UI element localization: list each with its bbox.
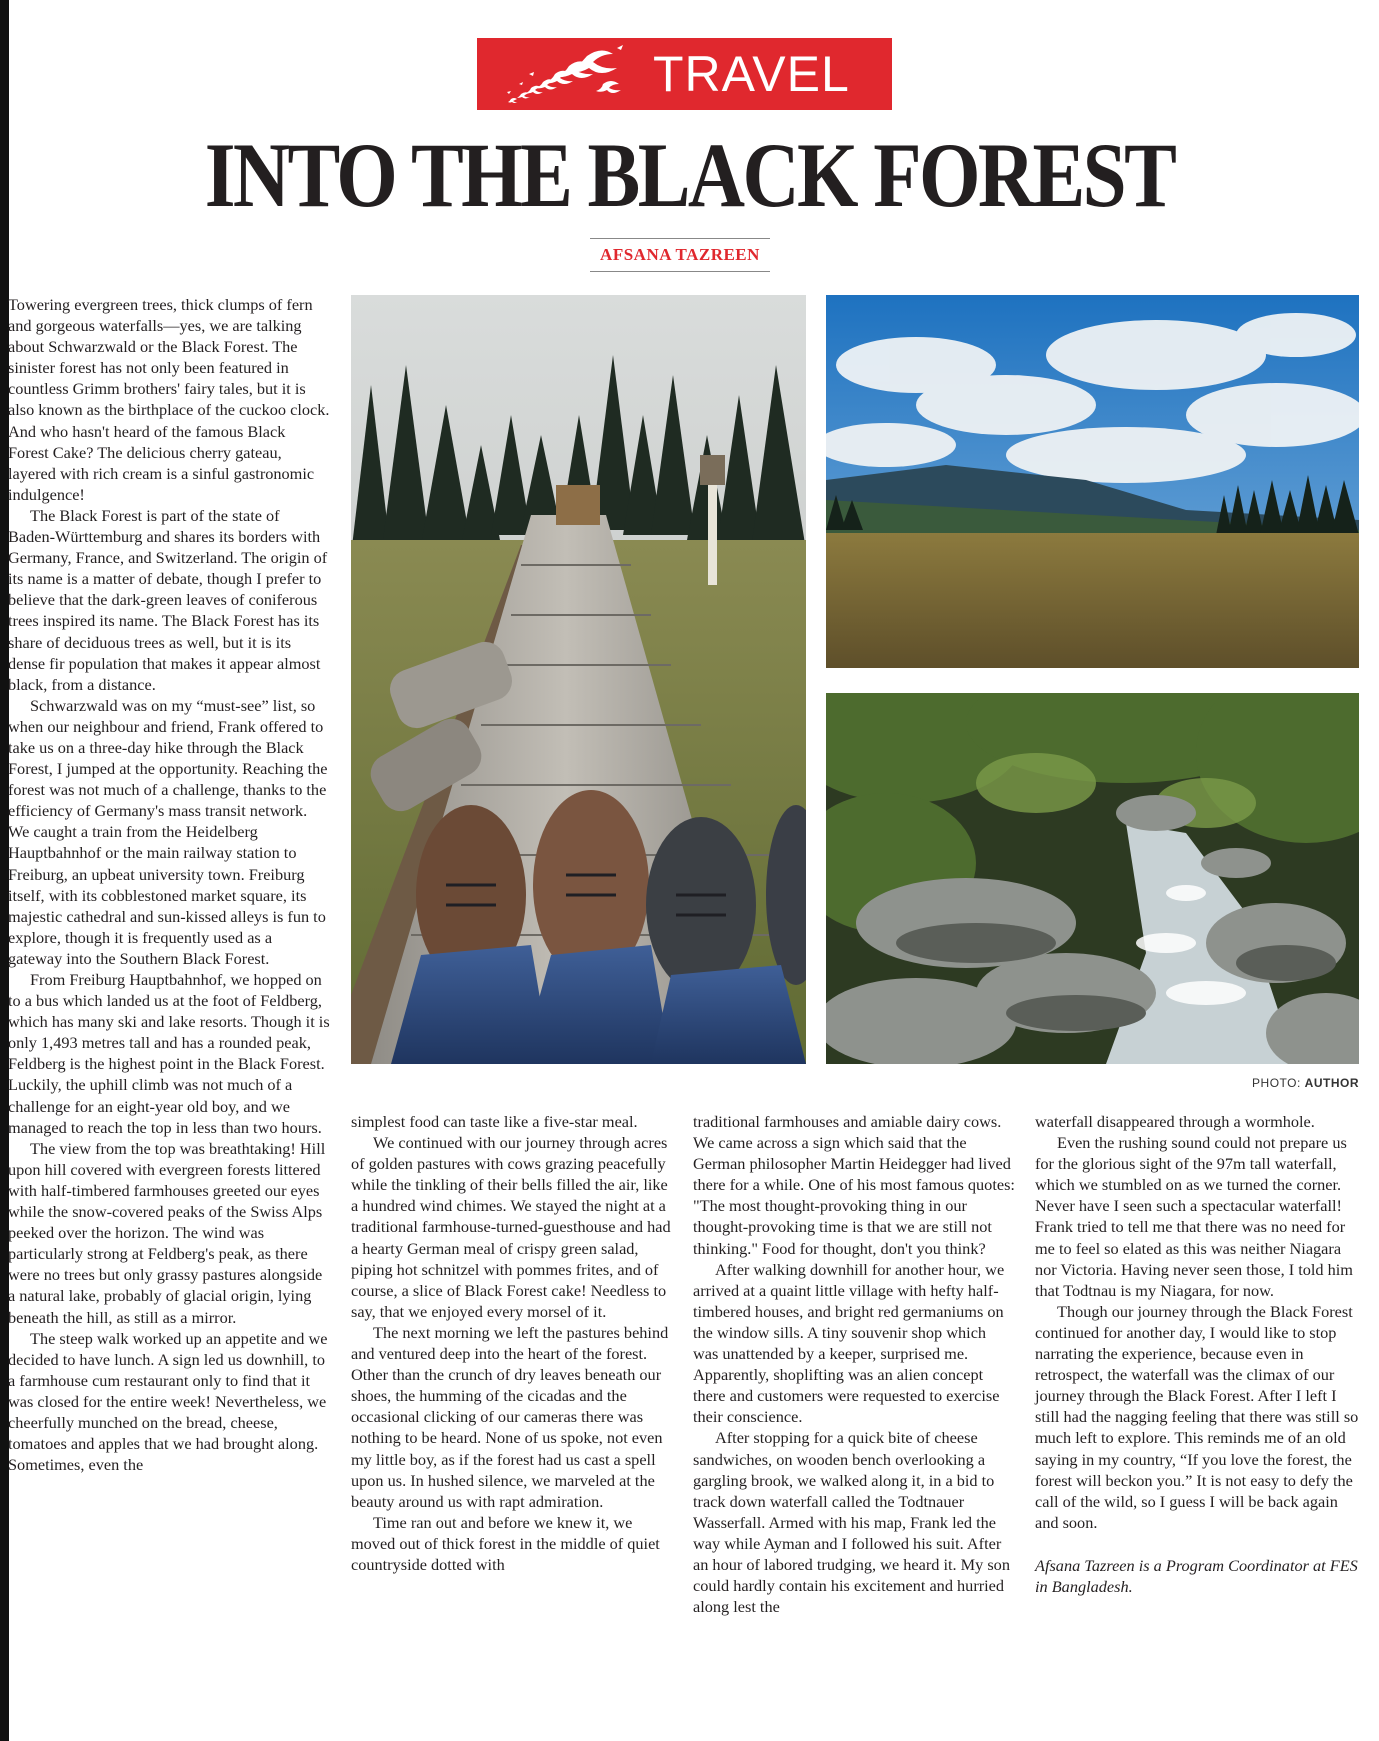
paragraph: Even the rushing sound could not prepare us for the glorious sight of the 97m tall waterfall, which we stumbled on as we turned the corner. Never have I seen such a spectacular waterfall! Frank tried to tell me that there was no need for me to feel so elated as this was neither Niagara nor Victoria. Having never seen those, I told him that Todtnau is my Niagara, for now. — [1035, 1133, 1353, 1300]
paragraph: The next morning we left the pastures behind and ventured deep into the heart of the forest. Other than the crunch of dry leaves beneath our shoes, the humming of the cicadas and the occasional clicking of our cameras there was nothing to be heard. None of us spoke, not even my little boy, as if the forest had us cast a spell upon us. In hushed silence, we marveled at the beauty around us with rapt admiration. — [351, 1322, 669, 1511]
paragraph: After stopping for a quick bite of cheese sandwiches, on wooden bench overlooking a gargling brook, we walked along it, in a bid to track down waterfall called the Todtnauer Wasserfall. Armed with his map, Frank led the way while Ayman and I followed his suit. After an hour of labored trudging, we heard it. My son could hardly contain his excitement and hurried along lest the — [693, 1428, 1010, 1617]
paragraph: traditional farmhouses and amiable dairy cows. We came across a sign which said that the German philosopher Martin Heidegger had lived there for a while. One of his most famous quotes: "The most thought-provoking thing in our thought-provoking time is that we are still not thinking." Food for thought, don't you think? — [693, 1112, 1015, 1258]
paragraph: Though our journey through the Black Forest continued for another day, I would like to stop narrating the experience, because even in retrospect, the waterfall was the climax of our journey through the Black Forest. After I left I still had the nagging feeling that there was still so much left to explore. This reminds me of an old saying in my country, “If you love the forest, the forest will beckon you.” It is not easy to defy the call of the wild, so I guess I will be back again and soon. — [1035, 1301, 1359, 1532]
meadow-sky-photo — [826, 295, 1359, 668]
photo-brook — [826, 693, 1359, 1064]
paragraph: simplest food can taste like a five-star meal. — [351, 1112, 638, 1131]
photo-meadow — [826, 295, 1359, 668]
column-4 — [1035, 1111, 1360, 1597]
byline: AFSANA TAZREEN — [590, 238, 770, 272]
column-2 — [351, 1111, 673, 1575]
paragraph: waterfall disappeared through a wormhole. — [1035, 1112, 1315, 1131]
birds-icon — [499, 44, 649, 108]
paragraph: After walking downhill for another hour, we arrived at a quaint little village with hefty half-timbered houses, and bright red germaniums on the window sills. A tiny souvenir shop which was unattended by a keeper, surprised me. Apparently, shoplifting was an alien concept there and customers were requested to exercise their conscience. — [693, 1259, 1005, 1427]
paragraph: Towering evergreen trees, thick clumps of fern and gorgeous waterfalls—yes, we are talking about Schwarzwald or the Black Forest. The sinister forest has not only been featured in countless Grimm brothers' fairy tales, but it is also known as the birthplace of the cuckoo clock. And who hasn't heard of the famous Black Forest Cake? The delicious cherry gateau, layered with rich cream is a sinful gastronomic indulgence! — [8, 295, 330, 504]
boardwalk-feet-photo — [351, 295, 806, 1064]
credit-label: PHOTO: — [1252, 1076, 1301, 1090]
column-1 — [8, 294, 330, 1475]
paragraph: The steep walk worked up an appetite and we decided to have lunch. A sign led us downhill, to a farmhouse cum restaurant only to find that it was closed for the entire week! Nevertheless, we cheerfully munched on the bread, cheese, tomatoes and apples that we had brought along. Sometimes, even the — [8, 1328, 328, 1475]
photo-boardwalk — [351, 295, 806, 1064]
paragraph: From Freiburg Hauptbahnhof, we hopped on to a bus which landed us at the foot of Feldberg, which has many ski and lake resorts. Though it is only 1,493 metres tall and has a rounded peak, Feldberg is the highest point in the Black Forest. Luckily, the uphill climb was not much of a challenge for an eight-year old boy, and we managed to reach the top in less than two hours. — [8, 970, 330, 1137]
section-label: TRAVEL — [653, 46, 850, 102]
paragraph: The view from the top was breathtaking! Hill upon hill covered with evergreen forests littered with half-timbered farmhouses greeted our eyes while the snow-covered peaks of the Swiss Alps peeked over the horizon. The wind was particularly strong at Feldberg's peak, as there were no trees but only grassy pastures alongside a natural lake, probably of glacial origin, lying beneath the hill, as still as a mirror. — [8, 1138, 326, 1327]
headline: INTO THE BLACK FOREST — [204, 124, 1175, 226]
credit-name: AUTHOR — [1304, 1076, 1359, 1090]
paragraph: Time ran out and before we knew it, we moved out of thick forest in the middle of quiet countryside dotted with — [351, 1512, 660, 1574]
column-3 — [693, 1111, 1015, 1617]
paragraph: Schwarzwald was on my “must-see” list, so when our neighbour and friend, Frank offered to take us on a three-day hike through the Black Forest, I jumped at the opportunity. Reaching the forest was not much of a challenge, thanks to the efficiency of Germany's mass transit network. We caught a train from the Heidelberg Hauptbahnhof or the main railway station to Freiburg, an upbeat university town. Freiburg itself, with its cobblestoned market square, its majestic cathedral and sun-kissed alleys is fun to explore, though it is frequently used as a gateway into the Southern Black Forest. — [8, 695, 328, 968]
paragraph: The Black Forest is part of the state of Baden-Württemburg and shares its borders with Germany, France, and Switzerland. The origin of its name is a matter of debate, though I prefer to believe that the dark-green leaves of coniferous trees inspired its name. The Black Forest has its share of deciduous trees as well, but it is its dense fir population that makes it appear almost black, from a distance. — [8, 505, 328, 694]
paragraph: We continued with our journey through acres of golden pastures with cows grazing peacefully while the tinkling of their bells filled the air, like a hundred wind chimes. We stayed the night at a traditional farmhouse-turned-guesthouse and had a hearty German meal of crispy green salad, piping hot schnitzel with pommes frites, and of course, a slice of Black Forest cake! Needless to say, that we enjoyed every morsel of it. — [351, 1133, 671, 1321]
photo-credit — [1252, 1076, 1359, 1090]
author-tagline: Afsana Tazreen is a Program Coordinator at FES in Bangladesh. — [1035, 1555, 1358, 1596]
section-banner — [477, 38, 892, 110]
forest-brook-photo — [826, 693, 1359, 1064]
